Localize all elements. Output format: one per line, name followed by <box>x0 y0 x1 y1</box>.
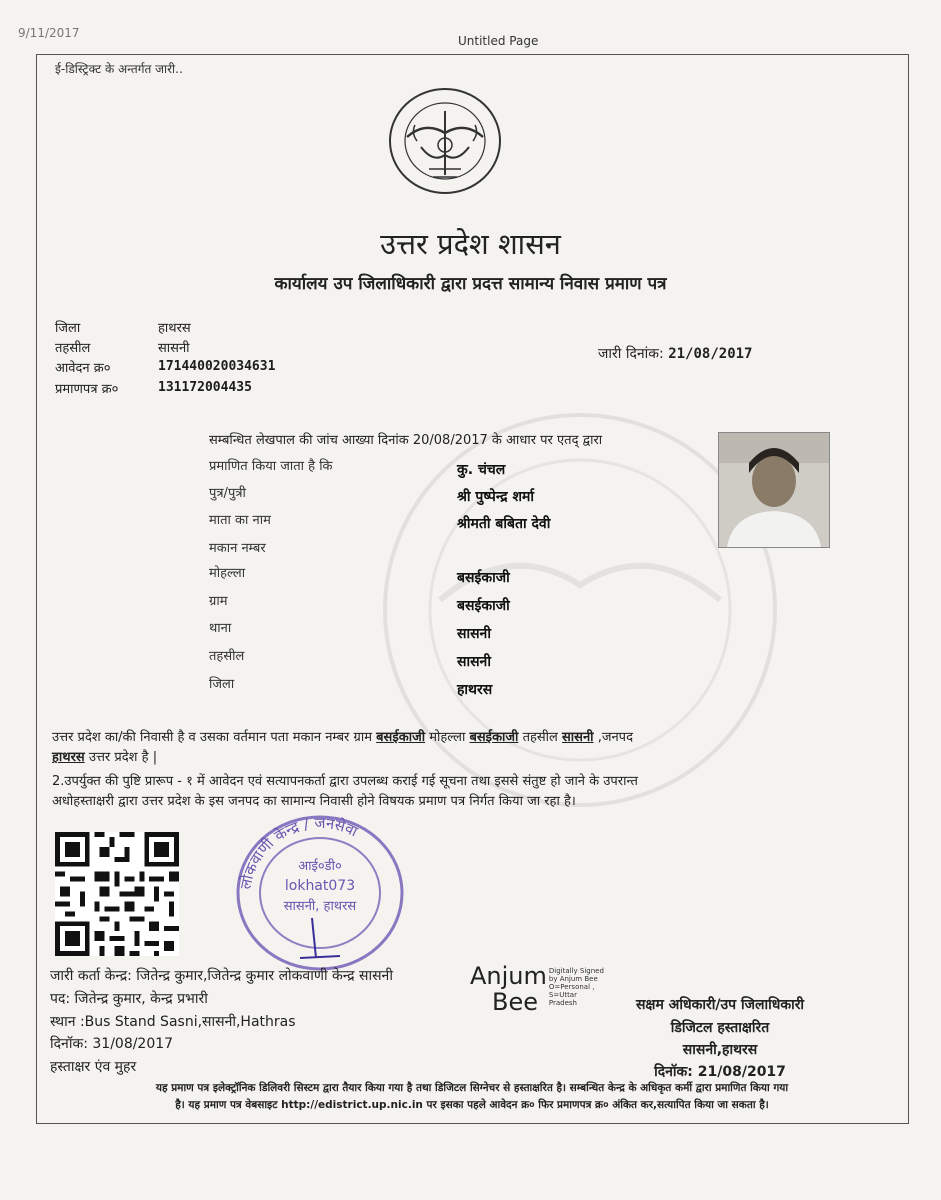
issuer-post: पद: जितेन्द्र कुमार, केन्द्र प्रभारी <box>50 991 208 1007</box>
field-label-district: जिला <box>209 677 235 692</box>
verification-paragraph <box>52 772 842 812</box>
top-note: ई-डिस्ट्रिक्ट के अन्तर्गत जारी.. <box>55 62 183 76</box>
para2-line-2: अधोहस्ताक्षरी द्वारा उत्तर प्रदेश के इस जनपद का सामान्य निवासी होने विषयक प्रमाण पत्र निर्गत किया जा रहा है। <box>52 794 576 809</box>
svg-text:lokhat073: lokhat073 <box>284 878 356 894</box>
issuer-place: स्थान :Bus Stand Sasni,सासनी,Hathras <box>50 1014 296 1030</box>
field-value-tehsil: सासनी <box>457 654 491 670</box>
field-value-name: कु. चंचल <box>457 462 506 478</box>
field-value-mother: श्रीमती बबिता देवी <box>457 516 551 532</box>
para1-village: बसईकाजी <box>376 730 426 745</box>
field-label-police: थाना <box>209 621 232 636</box>
svg-text:लोकवाणी केन्द्र / जनसेवा: लोकवाणी केन्द्र / जनसेवा <box>236 813 361 891</box>
print-date: 9/11/2017 <box>18 26 80 40</box>
signature-name-bottom: Bee <box>492 988 538 1016</box>
para1-district: हाथरस <box>52 750 85 765</box>
authority-title: सक्षम अधिकारी/उप जिलाधिकारी <box>635 997 805 1013</box>
issuer-sign-label: हस्ताक्षर एंव मुहर <box>50 1059 137 1075</box>
intro-text: सम्बन्धित लेखपाल की जांच आख्या दिनांक 20/08/2017 के आधार पर एतद् द्वारा <box>209 433 603 448</box>
field-value-mohalla: बसईकाजी <box>457 570 510 586</box>
detail-application-label: आवेदन क्र० <box>55 361 111 376</box>
authority-date: दिनॉक: 21/08/2017 <box>654 1064 786 1080</box>
field-label-certified: प्रमाणित किया जाता है कि <box>209 459 333 474</box>
qr-code <box>55 832 179 956</box>
issue-date <box>598 344 753 363</box>
field-label-mohalla: मोहल्ला <box>209 566 246 581</box>
field-label-parent: पुत्र/पुत्री <box>209 486 246 501</box>
issuer-date: दिनॉक: 31/08/2017 <box>50 1036 174 1052</box>
field-label-mother: माता का नाम <box>209 513 271 528</box>
footer-note <box>52 1080 892 1114</box>
para1-text-2: मोहल्ला <box>429 730 466 745</box>
signature-name-top: Anjum <box>470 962 547 990</box>
authority-digital: डिजिटल हस्ताक्षरित <box>670 1020 770 1036</box>
detail-tehsil-value: सासनी <box>158 341 190 356</box>
detail-application-value: 171440020034631 <box>158 359 276 374</box>
field-value-police: सासनी <box>457 626 491 642</box>
para1-text-3: तहसील <box>522 730 558 745</box>
detail-certificate-value: 131172004435 <box>158 380 252 395</box>
certificate-sub-title: कार्यालय उप जिलाधिकारी द्वारा प्रदत्त सामान्य निवास प्रमाण पत्र <box>274 274 667 294</box>
detail-district-label: जिला <box>55 321 81 336</box>
footer-line-1: यह प्रमाण पत्र इलेक्ट्रॉनिक डिलिवरी सिस्टम द्वारा तैयार किया गया है तथा डिजिटल सिग्नेचर से हस्ताक्षरित है। सम्बन्धित केन्द्र के अधिकृत कर्मी द्वारा प्रमाणित किया गया <box>155 1082 789 1094</box>
digital-signature <box>470 963 604 1015</box>
para1-tehsil: सासनी <box>562 730 594 745</box>
issuer-centre: जारी कर्ता केन्द्र: जितेन्द्र कुमार,जितेन्द्र कुमार लोकवाणी केन्द्र सासनी <box>50 968 393 984</box>
para1-text-5: उत्तर प्रदेश है | <box>88 750 158 765</box>
state-emblem-icon <box>385 85 505 200</box>
para1-text-4: ,जनपद <box>597 730 633 745</box>
svg-text:सासनी, हाथरस: सासनी, हाथरस <box>283 899 357 914</box>
svg-text:आई०डी०: आई०डी० <box>298 859 342 874</box>
seal-stamp-icon <box>230 808 410 973</box>
field-label-house: मकान नम्बर <box>209 541 266 556</box>
field-value-village: बसईकाजी <box>457 598 510 614</box>
detail-district-value: हाथरस <box>158 321 191 336</box>
applicant-photo <box>718 432 830 548</box>
sig-line-2: by Anjum Bee <box>548 975 598 983</box>
footer-line-2: है। यह प्रमाण पत्र वेबसाइट http://edistrict.up.nic.in पर इसका पहले आवेदन क्र० फिर प्रमाणपत्र क्र० अंकित कर,सत्यापित किया जा सकता है। <box>175 1099 769 1111</box>
field-label-tehsil: तहसील <box>209 649 245 664</box>
issue-date-label: जारी दिनांक: <box>598 346 664 362</box>
detail-tehsil-label: तहसील <box>55 341 91 356</box>
sig-line-1: Digitally Signed <box>548 967 604 975</box>
detail-certificate-label: प्रमाणपत्र क्र० <box>55 382 119 397</box>
print-page-title: Untitled Page <box>458 34 539 48</box>
para1-text-1: उत्तर प्रदेश का/की निवासी है व उसका वर्तमान पता मकान नम्बर ग्राम <box>52 730 372 745</box>
sig-line-5: Pradesh <box>548 999 577 1007</box>
authority-place: सासनी,हाथरस <box>682 1042 758 1058</box>
certificate-main-title: उत्तर प्रदेश शासन <box>380 227 561 261</box>
para2-line-1: 2.उपर्युक्त की पुष्टि प्रारूप - १ में आवेदन एवं सत्यापनकर्ता द्वारा उपलब्ध कराई गई सूचना तथा इससे संतुष्ट हो जाने के उपरान्त <box>52 774 638 789</box>
field-label-village: ग्राम <box>209 594 228 609</box>
field-value-district: हाथरस <box>457 682 493 698</box>
sig-line-4: S=Uttar <box>548 991 577 999</box>
residence-paragraph <box>52 728 842 768</box>
para1-mohalla: बसईकाजी <box>469 730 519 745</box>
sig-line-3: O=Personal , <box>548 983 595 991</box>
field-value-father: श्री पुष्पेन्द्र शर्मा <box>457 489 534 505</box>
issue-date-value: 21/08/2017 <box>668 346 753 362</box>
